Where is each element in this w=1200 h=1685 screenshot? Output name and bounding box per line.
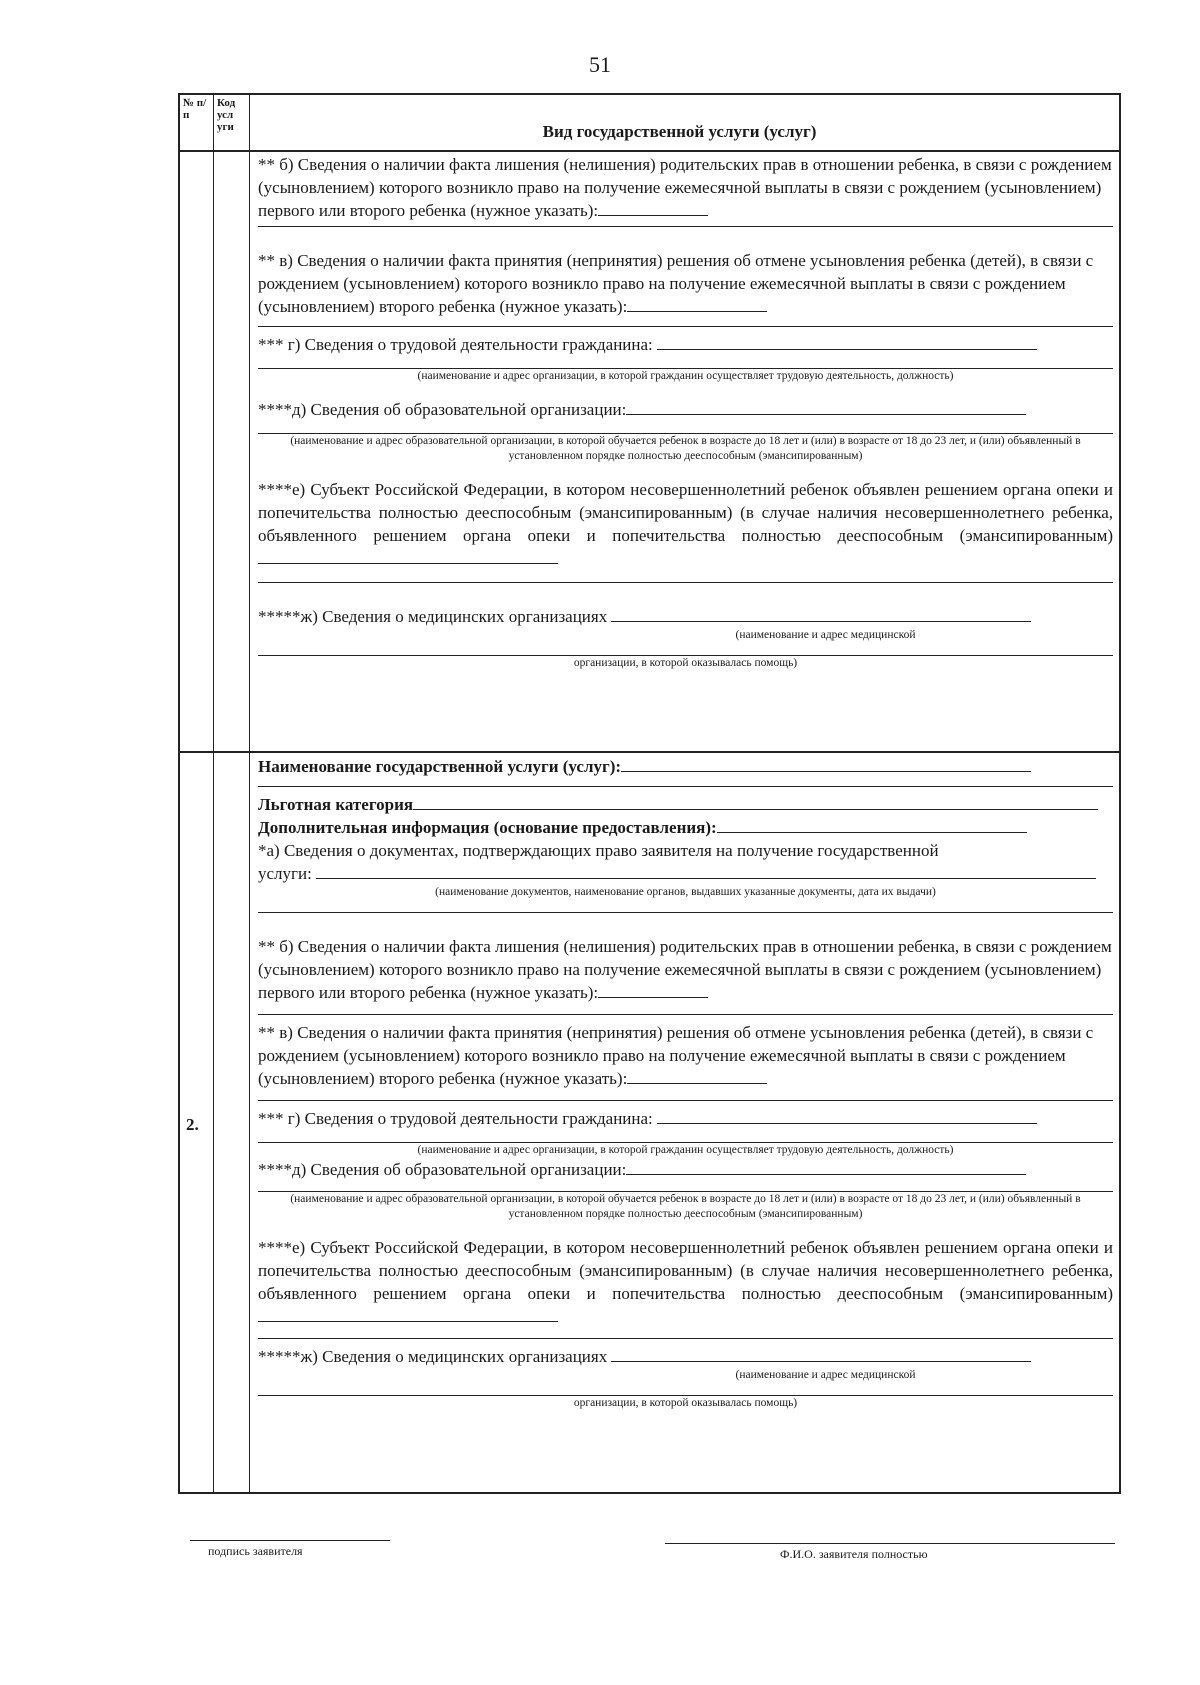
header-service-type: Вид государственной услуги (услуг) [542,122,817,141]
column-divider [249,95,250,1492]
additional-info: Дополнительная информация (основание предоставления): [258,816,1113,839]
section-e: ****е) Субъект Российской Федерации, в котором несовершеннолетний ребенок объявлен решением органа опеки и попечительства полностью дееспособным (эмансипированным) (в случае наличия несовершеннолетнего ребенка, объявленного решением органа опеки и попечительства полностью дееспособным (эмансипированным) [258,1236,1113,1328]
caption-medical-1: (наименование и адрес медицинской [735,629,916,641]
caption-education: (наименование и адрес образовательной организации, в которой обучается ребенок в возрасте до 18 лет и (или) в возрасте от 18 до 23 лет, и (или) объявленный в установленном порядке полностью дееспособным (эмансипированным) [290,435,1081,462]
header-code: Код усл уги [217,97,236,133]
row-1-content [258,153,1113,671]
section-v: ** в) Сведения о наличии факта принятия (непринятия) решения об отмене усыновления ребенка (детей), в связи с рождением (усыновлением) которого возникло право на получение ежемесячной выплаты в связи с рождением (усыновлением) второго ребенка (нужное указать): [258,251,1094,316]
section-d: ****д) Сведения об образовательной организации: [258,398,1113,421]
caption-employment: (наименование и адрес организации, в которой гражданин осуществляет трудовую деятельность, должность) [417,1144,954,1156]
section-zh: *****ж) Сведения о медицинских организациях [258,605,1113,628]
section-b: ** б) Сведения о наличии факта лишения (нелишения) родительских прав в отношении ребенка, в связи с рождением (усыновлением) которого возникло право на получение ежемесячной выплаты в связи с рождением (усыновлением) первого или второго ребенка (нужное указать): [258,155,1112,220]
fullname-line [665,1543,1115,1544]
section-g: *** г) Сведения о трудовой деятельности гражданина: [258,333,1113,356]
row-number: 2. [186,1115,199,1134]
column-divider [213,95,214,1492]
header-divider [180,150,1119,152]
section-d: ****д) Сведения об образовательной организации: [258,1158,1113,1181]
caption-medical-2: организации, в которой оказывалась помощь) [573,657,798,669]
caption-medical-2: организации, в которой оказывалась помощь) [573,1397,798,1409]
page-number: 51 [589,52,611,77]
row-divider [180,751,1119,753]
row-2-content [258,755,1113,1411]
signature-caption: подпись заявителя [208,1544,303,1558]
section-b: ** б) Сведения о наличии факта лишения (нелишения) родительских прав в отношении ребенка, в связи с рождением (усыновлением) которого возникло право на получение ежемесячной выплаты в связи с рождением (усыновлением) первого или второго ребенка (нужное указать): [258,937,1112,1002]
caption-documents: (наименование документов, наименование органов, выдавших указанные документы, дата их выдачи) [435,886,936,898]
section-a: *а) Сведения о документах, подтверждающих право заявителя на получение государственной услуги: [258,839,1113,885]
caption-medical-1: (наименование и адрес медицинской [735,1369,916,1381]
benefit-category: Льготная категория [258,793,1113,816]
form-table [178,93,1121,1494]
header-number: № п/ п [183,97,207,121]
service-name: Наименование государственной услуги (услуг): [258,755,1113,778]
fullname-caption: Ф.И.О. заявителя полностью [780,1547,928,1561]
caption-education: (наименование и адрес образовательной организации, в которой обучается ребенок в возрасте до 18 лет и (или) в возрасте от 18 до 23 лет, и (или) объявленный в установленном порядке полностью дееспособным (эмансипированным) [290,1193,1081,1220]
section-v: ** в) Сведения о наличии факта принятия (непринятия) решения об отмене усыновления ребенка (детей), в связи с рождением (усыновлением) которого возникло право на получение ежемесячной выплаты в связи с рождением (усыновлением) второго ребенка (нужное указать): [258,1023,1094,1088]
section-zh: *****ж) Сведения о медицинских организациях [258,1345,1113,1368]
signature-line [190,1540,390,1541]
section-e: ****е) Субъект Российской Федерации, в котором несовершеннолетний ребенок объявлен решением органа опеки и попечительства полностью дееспособным (эмансипированным) (в случае наличия несовершеннолетнего ребенка, объявленного решением органа опеки и попечительства полностью дееспособным (эмансипированным) [258,478,1113,570]
caption-employment: (наименование и адрес организации, в которой гражданин осуществляет трудовую деятельность, должность) [417,370,954,382]
section-g: *** г) Сведения о трудовой деятельности гражданина: [258,1107,1113,1130]
